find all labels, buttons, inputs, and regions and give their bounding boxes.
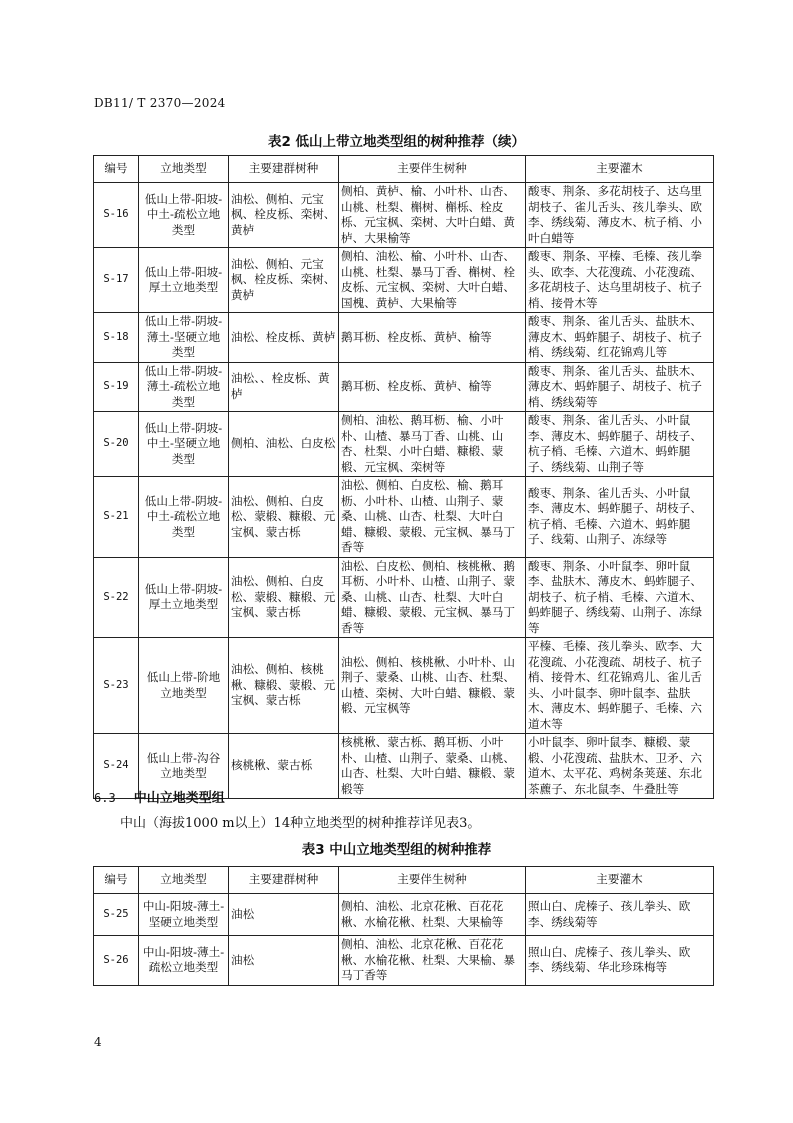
cell-site-type: 低山上带-阴坡-中土-疏松立地类型 bbox=[139, 477, 229, 558]
section-title: 中山立地类型组 bbox=[133, 791, 225, 806]
cell-shrubs: 酸枣、荆条、雀儿舌头、盐肤木、薄皮木、蚂蚱腿子、胡枝子、杭子梢、绣线菊、红花锦鸡儿等 bbox=[526, 313, 714, 363]
cell-id: S-16 bbox=[94, 183, 139, 248]
cell-companion-species: 油松、侧柏、白皮松、榆、鹅耳枥、小叶朴、山楂、山荆子、蒙桑、山桃、山杏、杜梨、大叶白蜡、糠椴、蒙椴、元宝枫、暴马丁香等 bbox=[339, 477, 526, 558]
table2 bbox=[93, 155, 714, 799]
cell-site-type: 低山上带-阳坡-中土-疏松立地类型 bbox=[139, 183, 229, 248]
cell-dominant-species: 核桃楸、蒙古栎 bbox=[229, 734, 339, 799]
cell-companion-species: 侧柏、油松、鹅耳枥、榆、小叶朴、山楂、暴马丁香、山桃、山杏、杜梨、小叶白蜡、糠椴、蒙椴、元宝枫、栾树等 bbox=[339, 412, 526, 477]
table-row bbox=[94, 557, 714, 638]
cell-dominant-species: 油松、侧柏、元宝枫、栓皮栎、栾树、黄栌 bbox=[229, 248, 339, 313]
cell-id: S-17 bbox=[94, 248, 139, 313]
cell-site-type: 低山上带-阴坡-厚土立地类型 bbox=[139, 557, 229, 638]
table3 bbox=[93, 866, 714, 986]
table3-header-id: 编号 bbox=[94, 867, 139, 894]
table-row bbox=[94, 412, 714, 477]
cell-id: S-26 bbox=[94, 936, 139, 986]
table2-header-id: 编号 bbox=[94, 156, 139, 183]
cell-companion-species: 油松、白皮松、侧柏、核桃楸、鹅耳枥、小叶朴、山楂、山荆子、蒙桑、山桃、山杏、杜梨、大叶白蜡、糠椴、蒙椴、元宝枫、暴马丁香等 bbox=[339, 557, 526, 638]
cell-id: S-20 bbox=[94, 412, 139, 477]
table3-caption: 表3 中山立地类型组的树种推荐 bbox=[301, 842, 492, 858]
table3-header-site: 立地类型 bbox=[139, 867, 229, 894]
cell-companion-species: 鹅耳枥、栓皮栎、黄栌、榆等 bbox=[339, 362, 526, 412]
cell-companion-species: 鹅耳枥、栓皮栎、黄栌、榆等 bbox=[339, 313, 526, 363]
table-row bbox=[94, 183, 714, 248]
standard-code: DB11/ T 2370—2024 bbox=[94, 96, 226, 110]
cell-id: S-24 bbox=[94, 734, 139, 799]
cell-dominant-species: 油松 bbox=[229, 936, 339, 986]
table-row bbox=[94, 313, 714, 363]
table3-header-shrubs: 主要灌木 bbox=[526, 867, 714, 894]
cell-site-type: 中山-阳坡-薄土-疏松立地类型 bbox=[139, 936, 229, 986]
section-intro: 中山（海拔1000 m以上）14种立地类型的树种推荐详见表3。 bbox=[120, 816, 481, 831]
table-row bbox=[94, 362, 714, 412]
cell-shrubs: 酸枣、荆条、小叶鼠李、卵叶鼠李、盐肤木、薄皮木、蚂蚱腿子、胡枝子、杭子梢、毛榛、六道木、蚂蚱腿子、绣线菊、山荆子、冻绿等 bbox=[526, 557, 714, 638]
cell-shrubs: 小叶鼠李、卵叶鼠李、糠椴、蒙椴、小花溲疏、盐肤木、卫矛、六道木、太平花、鸡树条荚蒾、东北茶藨子、东北鼠李、牛叠肚等 bbox=[526, 734, 714, 799]
table2-header-row bbox=[94, 156, 714, 183]
cell-dominant-species: 油松 bbox=[229, 894, 339, 936]
cell-id: S-18 bbox=[94, 313, 139, 363]
cell-site-type: 低山上带-阴坡-薄土-坚硬立地类型 bbox=[139, 313, 229, 363]
cell-site-type: 低山上带-阴坡-中土-坚硬立地类型 bbox=[139, 412, 229, 477]
cell-id: S-23 bbox=[94, 638, 139, 734]
page-number: 4 bbox=[94, 1035, 102, 1049]
cell-dominant-species: 油松、侧柏、白皮松、蒙椴、糠椴、元宝枫、蒙古栎 bbox=[229, 477, 339, 558]
section-number: 6.3 bbox=[94, 791, 116, 805]
table-row bbox=[94, 248, 714, 313]
cell-shrubs: 照山白、虎榛子、孩儿拳头、欧李、绣线菊、华北珍珠梅等 bbox=[526, 936, 714, 986]
table-row bbox=[94, 936, 714, 986]
cell-shrubs: 酸枣、荆条、多花胡枝子、达乌里胡枝子、雀儿舌头、孩儿拳头、欧李、绣线菊、薄皮木、杭子梢、小叶白蜡等 bbox=[526, 183, 714, 248]
table-row bbox=[94, 477, 714, 558]
cell-companion-species: 侧柏、油松、榆、小叶朴、山杏、山桃、杜梨、暴马丁香、槲树、栓皮栎、元宝枫、栾树、大叶白蜡、国槐、黄栌、大果榆等 bbox=[339, 248, 526, 313]
table2-header-site: 立地类型 bbox=[139, 156, 229, 183]
cell-id: S-22 bbox=[94, 557, 139, 638]
cell-companion-species: 侧柏、黄栌、榆、小叶朴、山杏、山桃、杜梨、槲树、槲栎、栓皮栎、元宝枫、栾树、大叶白蜡、黄栌、大果榆等 bbox=[339, 183, 526, 248]
cell-shrubs: 照山白、虎榛子、孩儿拳头、欧李、绣线菊等 bbox=[526, 894, 714, 936]
table2-header-dominant: 主要建群树种 bbox=[229, 156, 339, 183]
table2-caption: 表2 低山上带立地类型组的树种推荐（续） bbox=[267, 134, 526, 150]
cell-shrubs: 酸枣、荆条、平榛、毛榛、孩儿拳头、欧李、大花溲疏、小花溲疏、多花胡枝子、达乌里胡枝子、杭子梢、接骨木等 bbox=[526, 248, 714, 313]
cell-site-type: 低山上带-阴坡-薄土-疏松立地类型 bbox=[139, 362, 229, 412]
cell-dominant-species: 油松、侧柏、白皮松、蒙椴、糠椴、元宝枫、蒙古栎 bbox=[229, 557, 339, 638]
cell-shrubs: 平榛、毛榛、孩儿拳头、欧李、大花溲疏、小花溲疏、胡枝子、杭子梢、接骨木、红花锦鸡儿、雀儿舌头、小叶鼠李、卵叶鼠李、盐肤木、薄皮木、蚂蚱腿子、毛榛、六道木等 bbox=[526, 638, 714, 734]
table3-header-dominant: 主要建群树种 bbox=[229, 867, 339, 894]
cell-companion-species: 侧柏、油松、北京花楸、百花花楸、水榆花楸、杜梨、大果榆、暴马丁香等 bbox=[339, 936, 526, 986]
cell-id: S-21 bbox=[94, 477, 139, 558]
cell-companion-species: 油松、侧柏、核桃楸、小叶朴、山荆子、蒙桑、山桃、山杏、杜梨、山楂、栾树、大叶白蜡、糠椴、蒙椴、元宝枫等 bbox=[339, 638, 526, 734]
cell-shrubs: 酸枣、荆条、雀儿舌头、小叶鼠李、薄皮木、蚂蚱腿子、胡枝子、杭子梢、毛榛、六道木、蚂蚱腿子、线菊、山荆子、冻绿等 bbox=[526, 477, 714, 558]
cell-shrubs: 酸枣、荆条、雀儿舌头、盐肤木、薄皮木、蚂蚱腿子、胡枝子、杭子梢、绣线菊等 bbox=[526, 362, 714, 412]
cell-id: S-25 bbox=[94, 894, 139, 936]
cell-companion-species: 侧柏、油松、北京花楸、百花花楸、水榆花楸、杜梨、大果榆等 bbox=[339, 894, 526, 936]
table2-header-shrubs: 主要灌木 bbox=[526, 156, 714, 183]
cell-site-type: 中山-阳坡-薄土-坚硬立地类型 bbox=[139, 894, 229, 936]
table-row bbox=[94, 638, 714, 734]
cell-site-type: 低山上带-阶地立地类型 bbox=[139, 638, 229, 734]
cell-companion-species: 核桃楸、蒙古栎、鹅耳枥、小叶朴、山楂、山荆子、蒙桑、山桃、山杏、杜梨、大叶白蜡、糠椴、蒙椴等 bbox=[339, 734, 526, 799]
cell-site-type: 低山上带-沟谷立地类型 bbox=[139, 734, 229, 799]
section-heading bbox=[94, 787, 225, 806]
cell-dominant-species: 油松、侧柏、核桃楸、糠椴、蒙椴、元宝枫、蒙古栎 bbox=[229, 638, 339, 734]
cell-site-type: 低山上带-阳坡-厚土立地类型 bbox=[139, 248, 229, 313]
cell-dominant-species: 侧柏、油松、白皮松 bbox=[229, 412, 339, 477]
cell-dominant-species: 油松、侧柏、元宝枫、栓皮栎、栾树、黄栌 bbox=[229, 183, 339, 248]
table3-header-companion: 主要伴生树种 bbox=[339, 867, 526, 894]
cell-id: S-19 bbox=[94, 362, 139, 412]
table2-header-companion: 主要伴生树种 bbox=[339, 156, 526, 183]
cell-dominant-species: 油松、栓皮栎、黄栌 bbox=[229, 313, 339, 363]
table3-header-row bbox=[94, 867, 714, 894]
table-row bbox=[94, 894, 714, 936]
cell-shrubs: 酸枣、荆条、雀儿舌头、小叶鼠李、薄皮木、蚂蚱腿子、胡枝子、杭子梢、毛榛、六道木、蚂蚱腿子、绣线菊、山荆子等 bbox=[526, 412, 714, 477]
cell-dominant-species: 油松、、栓皮栎、黄栌 bbox=[229, 362, 339, 412]
